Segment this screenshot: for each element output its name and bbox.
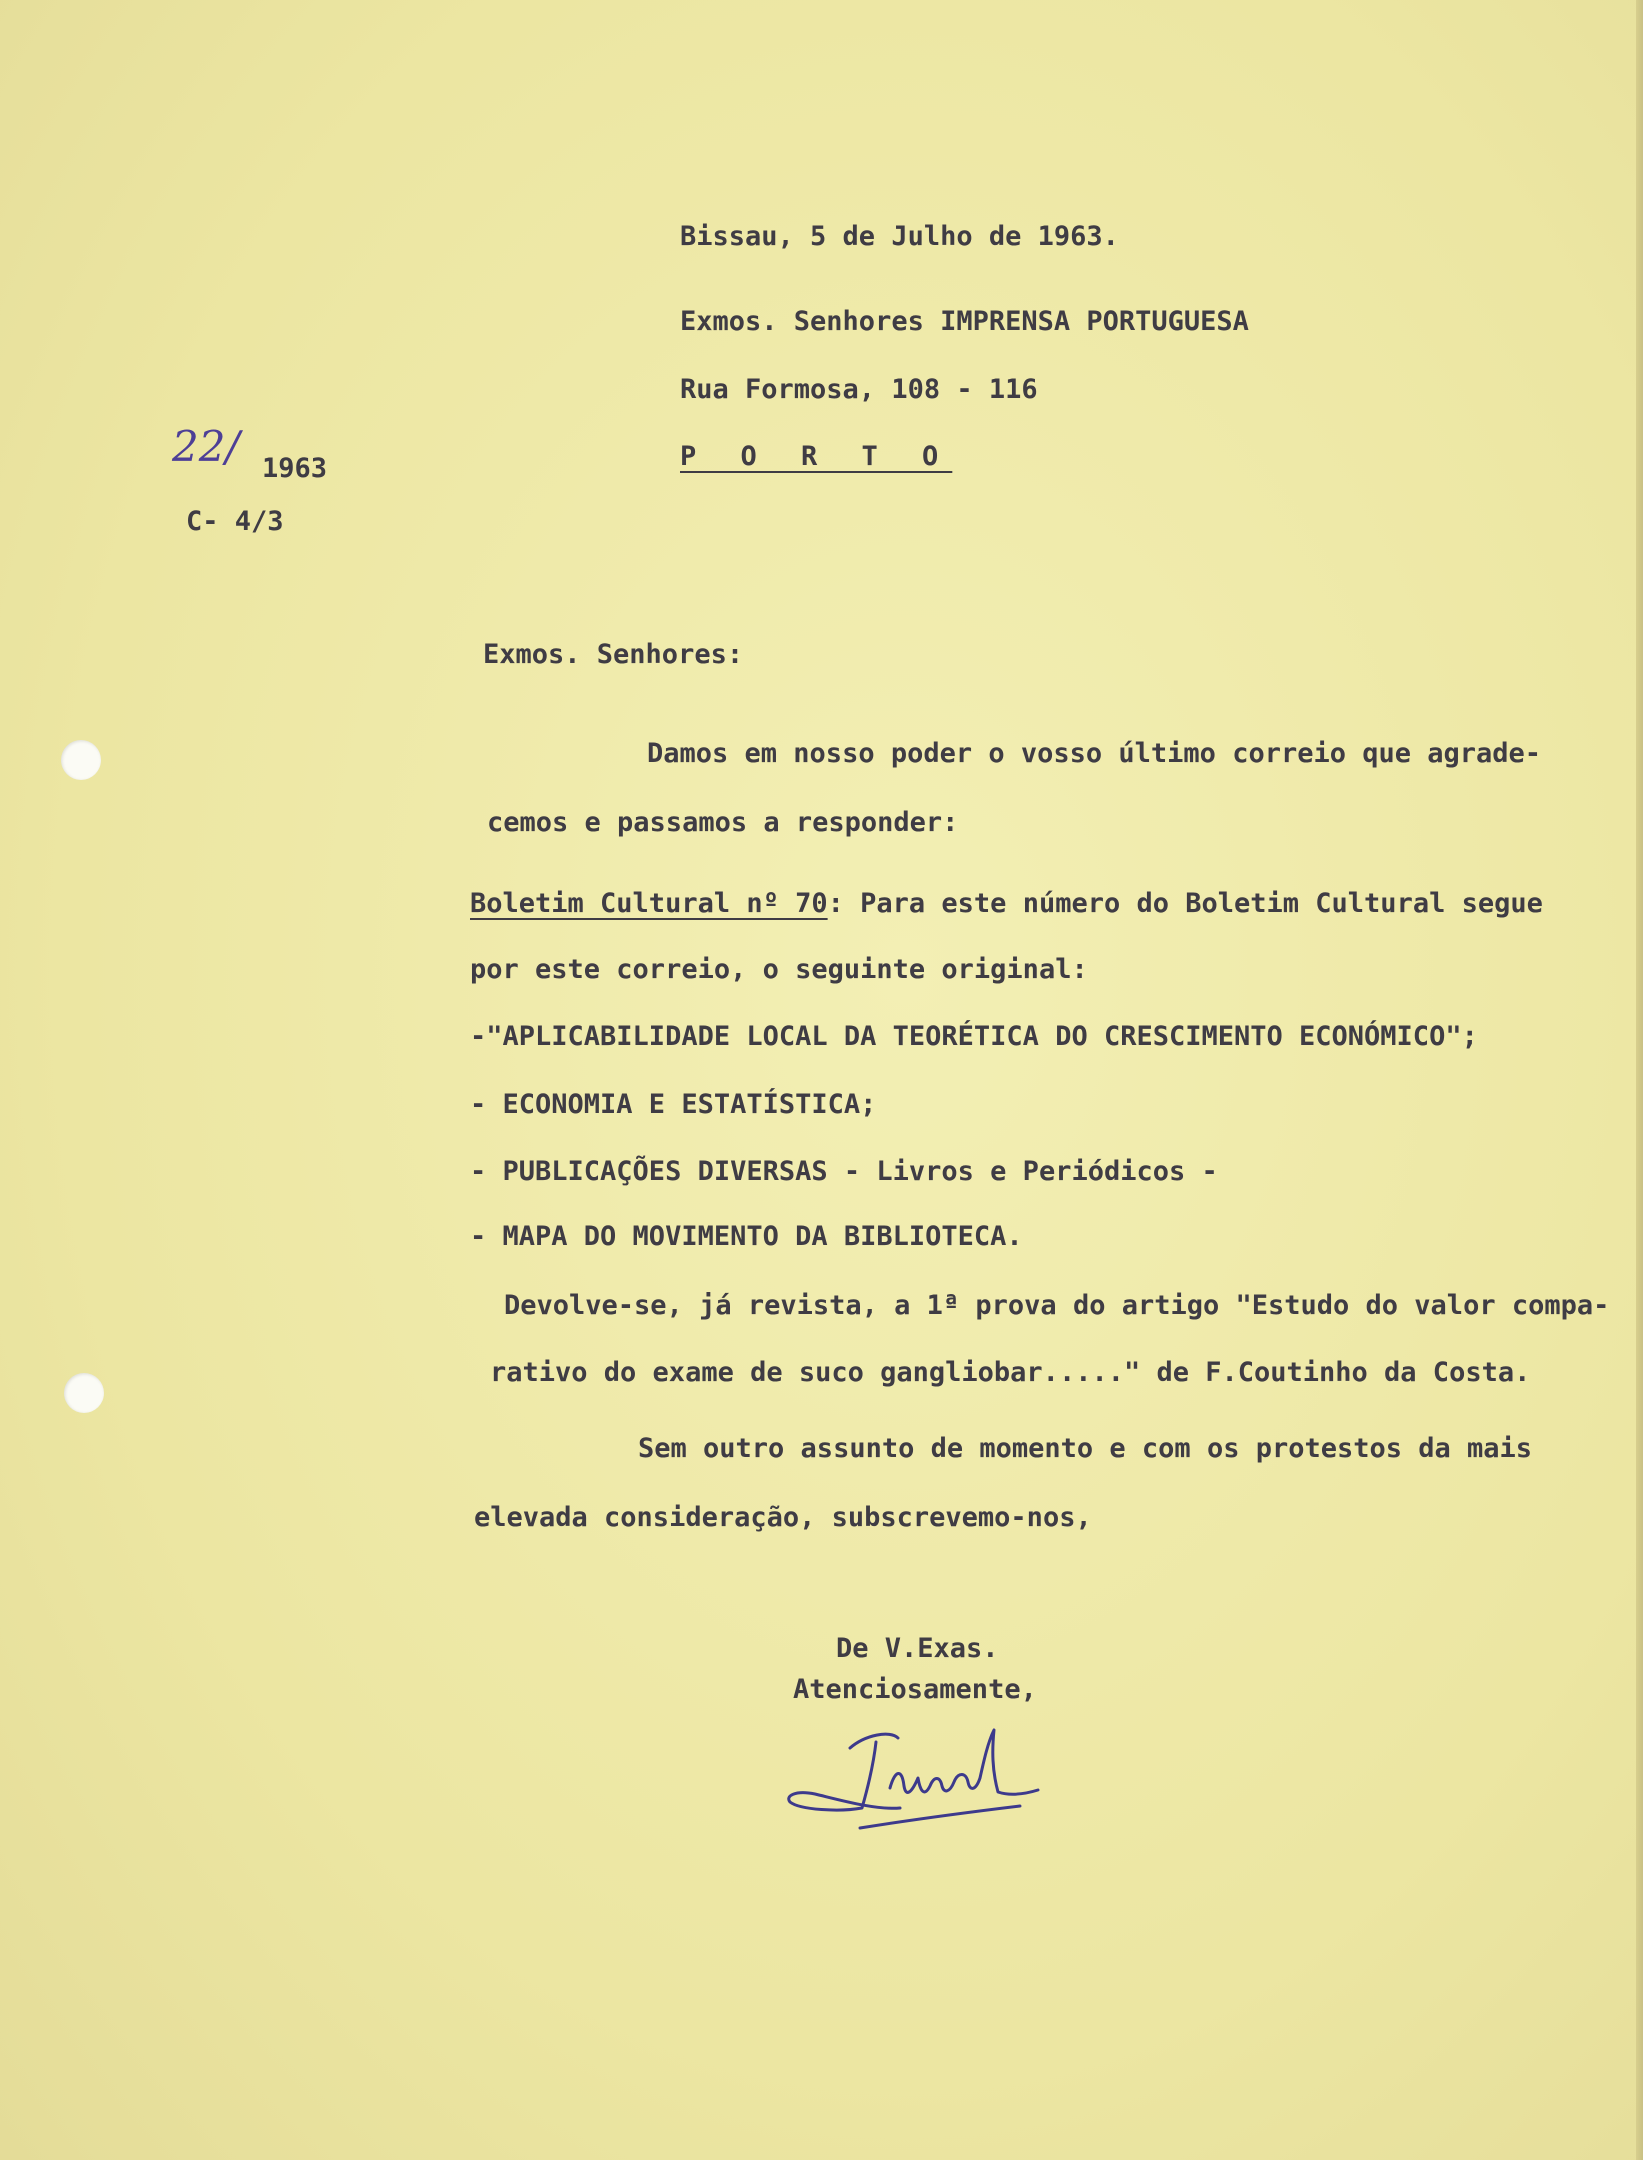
closing-line-1: De V.Exas. xyxy=(836,1633,999,1664)
list-item: - MAPA DO MOVIMENTO DA BIBLIOTECA. xyxy=(470,1221,1023,1252)
punch-hole-bottom xyxy=(64,1373,104,1413)
handwritten-reference: 22/ xyxy=(172,422,240,471)
paper-edge xyxy=(1636,0,1643,2160)
place-date: Bissau, 5 de Julho de 1963. xyxy=(680,221,1119,252)
salutation: Exmos. Senhores: xyxy=(483,639,744,670)
list-item: - ECONOMIA E ESTATÍSTICA; xyxy=(470,1089,877,1120)
paragraph-3-line-2: elevada consideração, subscrevemo-nos, xyxy=(474,1502,1092,1533)
boletim-text: : Para este número do Boletim Cultural segue xyxy=(827,888,1543,919)
boletim-line-1 xyxy=(470,887,1543,921)
boletim-line-2: por este correio, o seguinte original: xyxy=(470,954,1088,985)
list-item: -"APLICABILIDADE LOCAL DA TEORÉTICA DO CRESCIMENTO ECONÓMICO"; xyxy=(470,1021,1478,1052)
recipient-name: Exmos. Senhores IMPRENSA PORTUGUESA xyxy=(680,306,1249,337)
closing-line-2: Atenciosamente, xyxy=(793,1674,1037,1705)
punch-hole-top xyxy=(61,740,101,780)
boletim-label: Boletim Cultural nº 70 xyxy=(470,888,828,919)
signature xyxy=(780,1720,1080,1850)
paragraph-3-line-1: Sem outro assunto de momento e com os protestos da mais xyxy=(638,1433,1533,1464)
paragraph-1-line-2: cemos e passamos a responder: xyxy=(487,807,959,838)
reference-year: 1963 xyxy=(262,453,328,484)
recipient-city: P O R T O xyxy=(680,441,953,472)
reference-code: C- 4/3 xyxy=(186,506,284,537)
recipient-address: Rua Formosa, 108 - 116 xyxy=(680,374,1038,405)
paragraph-1-line-1: Damos em nosso poder o vosso último correio que agrade- xyxy=(647,738,1542,769)
paragraph-2-line-1: Devolve-se, já revista, a 1ª prova do artigo "Estudo do valor compa- xyxy=(504,1290,1610,1321)
list-item: - PUBLICAÇÕES DIVERSAS - Livros e Periódicos - xyxy=(470,1156,1218,1187)
paragraph-2-line-2: rativo do exame de suco gangliobar....." de F.Coutinho da Costa. xyxy=(490,1357,1531,1388)
